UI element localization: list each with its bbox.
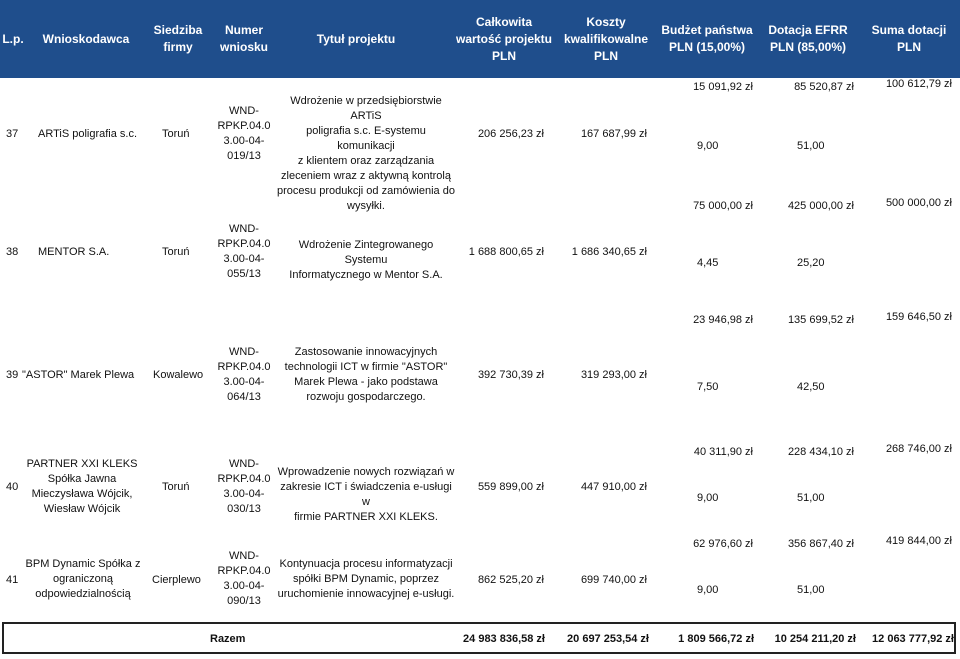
row-number: WND- RPKP.04.0 3.00-04- 030/13 [217, 458, 271, 515]
row-eligible-costs: 699 740,00 zł [580, 574, 647, 586]
row-state-budget: 40 311,90 zł [693, 446, 753, 458]
row-erdf: 85 520,87 zł [794, 81, 854, 93]
row-total-value: 206 256,23 zł [477, 128, 544, 140]
header-grant-sum: Suma dotacji PLN [871, 23, 947, 54]
row-pct-state: 9,00 [697, 492, 719, 504]
row-pct-state: 9,00 [697, 140, 719, 152]
header-eligible-costs: Koszty kwalifikowalne PLN [563, 14, 649, 63]
row-pct-state: 4,45 [697, 257, 719, 269]
row-applicant: MENTOR S.A. [38, 246, 110, 258]
row-state-budget: 15 091,92 zł [693, 81, 753, 93]
row-lp: 40 [6, 481, 19, 493]
row-lp: 39 [6, 369, 19, 381]
row-pct-state: 7,50 [697, 381, 719, 393]
row-pct-erdf: 42,50 [797, 381, 825, 393]
header-number: Numer wniosku [219, 23, 268, 54]
table-header [0, 0, 960, 78]
row-applicant: "ASTOR" Marek Plewa [22, 369, 135, 381]
header-total-value: Całkowita wartość projektu PLN [455, 14, 553, 63]
totals-eligible-costs: 20 697 253,54 zł [567, 633, 649, 645]
row-state-budget: 75 000,00 zł [693, 200, 753, 212]
row-seat: Cierplewo [152, 574, 201, 586]
row-pct-state: 9,00 [697, 584, 719, 596]
row-title: Wdrożenie w przedsiębiorstwie ARTiS poligrafia s.c. E-systemu komunikacji z klientem oraz zarządzania zleceniem wraz z aktywną kontrolą procesu produkcji od zamówienia do wysyłki. [277, 95, 455, 212]
row-erdf: 425 000,00 zł [787, 200, 854, 212]
row-pct-erdf: 51,00 [797, 584, 825, 596]
row-total-value: 559 899,00 zł [477, 481, 544, 493]
totals-label: Razem [210, 633, 246, 645]
row-pct-erdf: 51,00 [797, 492, 825, 504]
row-erdf: 228 434,10 zł [787, 446, 854, 458]
totals-erdf: 10 254 211,20 zł [774, 633, 856, 645]
row-title: Wprowadzenie nowych rozwiązań w zakresie ICT i świadczenia e-usługi w firmie PARTNER XXI KLEKS. [277, 466, 455, 523]
row-eligible-costs: 447 910,00 zł [580, 481, 647, 493]
row-seat: Kowalewo [153, 369, 204, 381]
totals-grant-sum: 12 063 777,92 zł [872, 633, 954, 645]
row-number: WND- RPKP.04.0 3.00-04- 055/13 [217, 223, 271, 280]
totals-state-budget: 1 809 566,72 zł [678, 633, 754, 645]
row-title: Zastosowanie innowacyjnych technologii ICT w firmie "ASTOR" Marek Plewa - jako podstawa rozwoju gospodarczego. [284, 346, 448, 403]
header-title: Tytuł projektu [316, 31, 396, 46]
row-total-value: 392 730,39 zł [477, 369, 544, 381]
totals-total-value: 24 983 836,58 zł [463, 633, 545, 645]
row-number: WND- RPKP.04.0 3.00-04- 019/13 [217, 105, 271, 162]
row-pct-erdf: 51,00 [797, 140, 825, 152]
row-title: Kontynuacja procesu informatyzacji spółki BPM Dynamic, poprzez uruchomienie innowacyjnej e-usługi. [277, 558, 455, 600]
row-grant-sum: 159 646,50 zł [885, 311, 952, 323]
row-state-budget: 23 946,98 zł [693, 314, 753, 326]
row-total-value: 1 688 800,65 zł [468, 246, 544, 258]
row-grant-sum: 268 746,00 zł [885, 443, 952, 455]
row-grant-sum: 100 612,79 zł [885, 78, 952, 90]
row-eligible-costs: 1 686 340,65 zł [571, 246, 647, 258]
row-grant-sum: 419 844,00 zł [885, 535, 952, 547]
row-lp: 37 [6, 128, 19, 140]
row-title: Wdrożenie Zintegrowanego Systemu Informatycznego w Mentor S.A. [289, 239, 443, 281]
row-applicant: BPM Dynamic Spółka z ograniczoną odpowiedzialnością [25, 558, 141, 600]
row-grant-sum: 500 000,00 zł [885, 197, 952, 209]
row-seat: Toruń [162, 128, 190, 140]
row-total-value: 862 525,20 zł [477, 574, 544, 586]
row-number: WND- RPKP.04.0 3.00-04- 090/13 [217, 550, 271, 607]
row-number: WND- RPKP.04.0 3.00-04- 064/13 [217, 346, 271, 403]
row-eligible-costs: 167 687,99 zł [580, 128, 647, 140]
row-seat: Toruń [162, 481, 190, 493]
row-state-budget: 62 976,60 zł [693, 538, 753, 550]
header-seat: Siedziba firmy [153, 23, 203, 54]
row-seat: Toruń [162, 246, 190, 258]
row-erdf: 356 867,40 zł [787, 538, 854, 550]
header-applicant: Wnioskodawca [42, 31, 130, 46]
row-erdf: 135 699,52 zł [787, 314, 854, 326]
header-erdf: Dotacja EFRR PLN (85,00%) [768, 23, 848, 54]
row-pct-erdf: 25,20 [797, 257, 825, 269]
row-lp: 38 [6, 246, 19, 258]
row-lp: 41 [6, 574, 19, 586]
row-applicant: ARTiS poligrafia s.c. [38, 128, 138, 140]
row-applicant: PARTNER XXI KLEKS Spółka Jawna Mieczysława Wójcik, Wiesław Wójcik [26, 458, 138, 515]
row-eligible-costs: 319 293,00 zł [580, 369, 647, 381]
header-state-budget: Budżet państwa PLN (15,00%) [661, 23, 753, 54]
header-lp: L.p. [2, 31, 24, 46]
